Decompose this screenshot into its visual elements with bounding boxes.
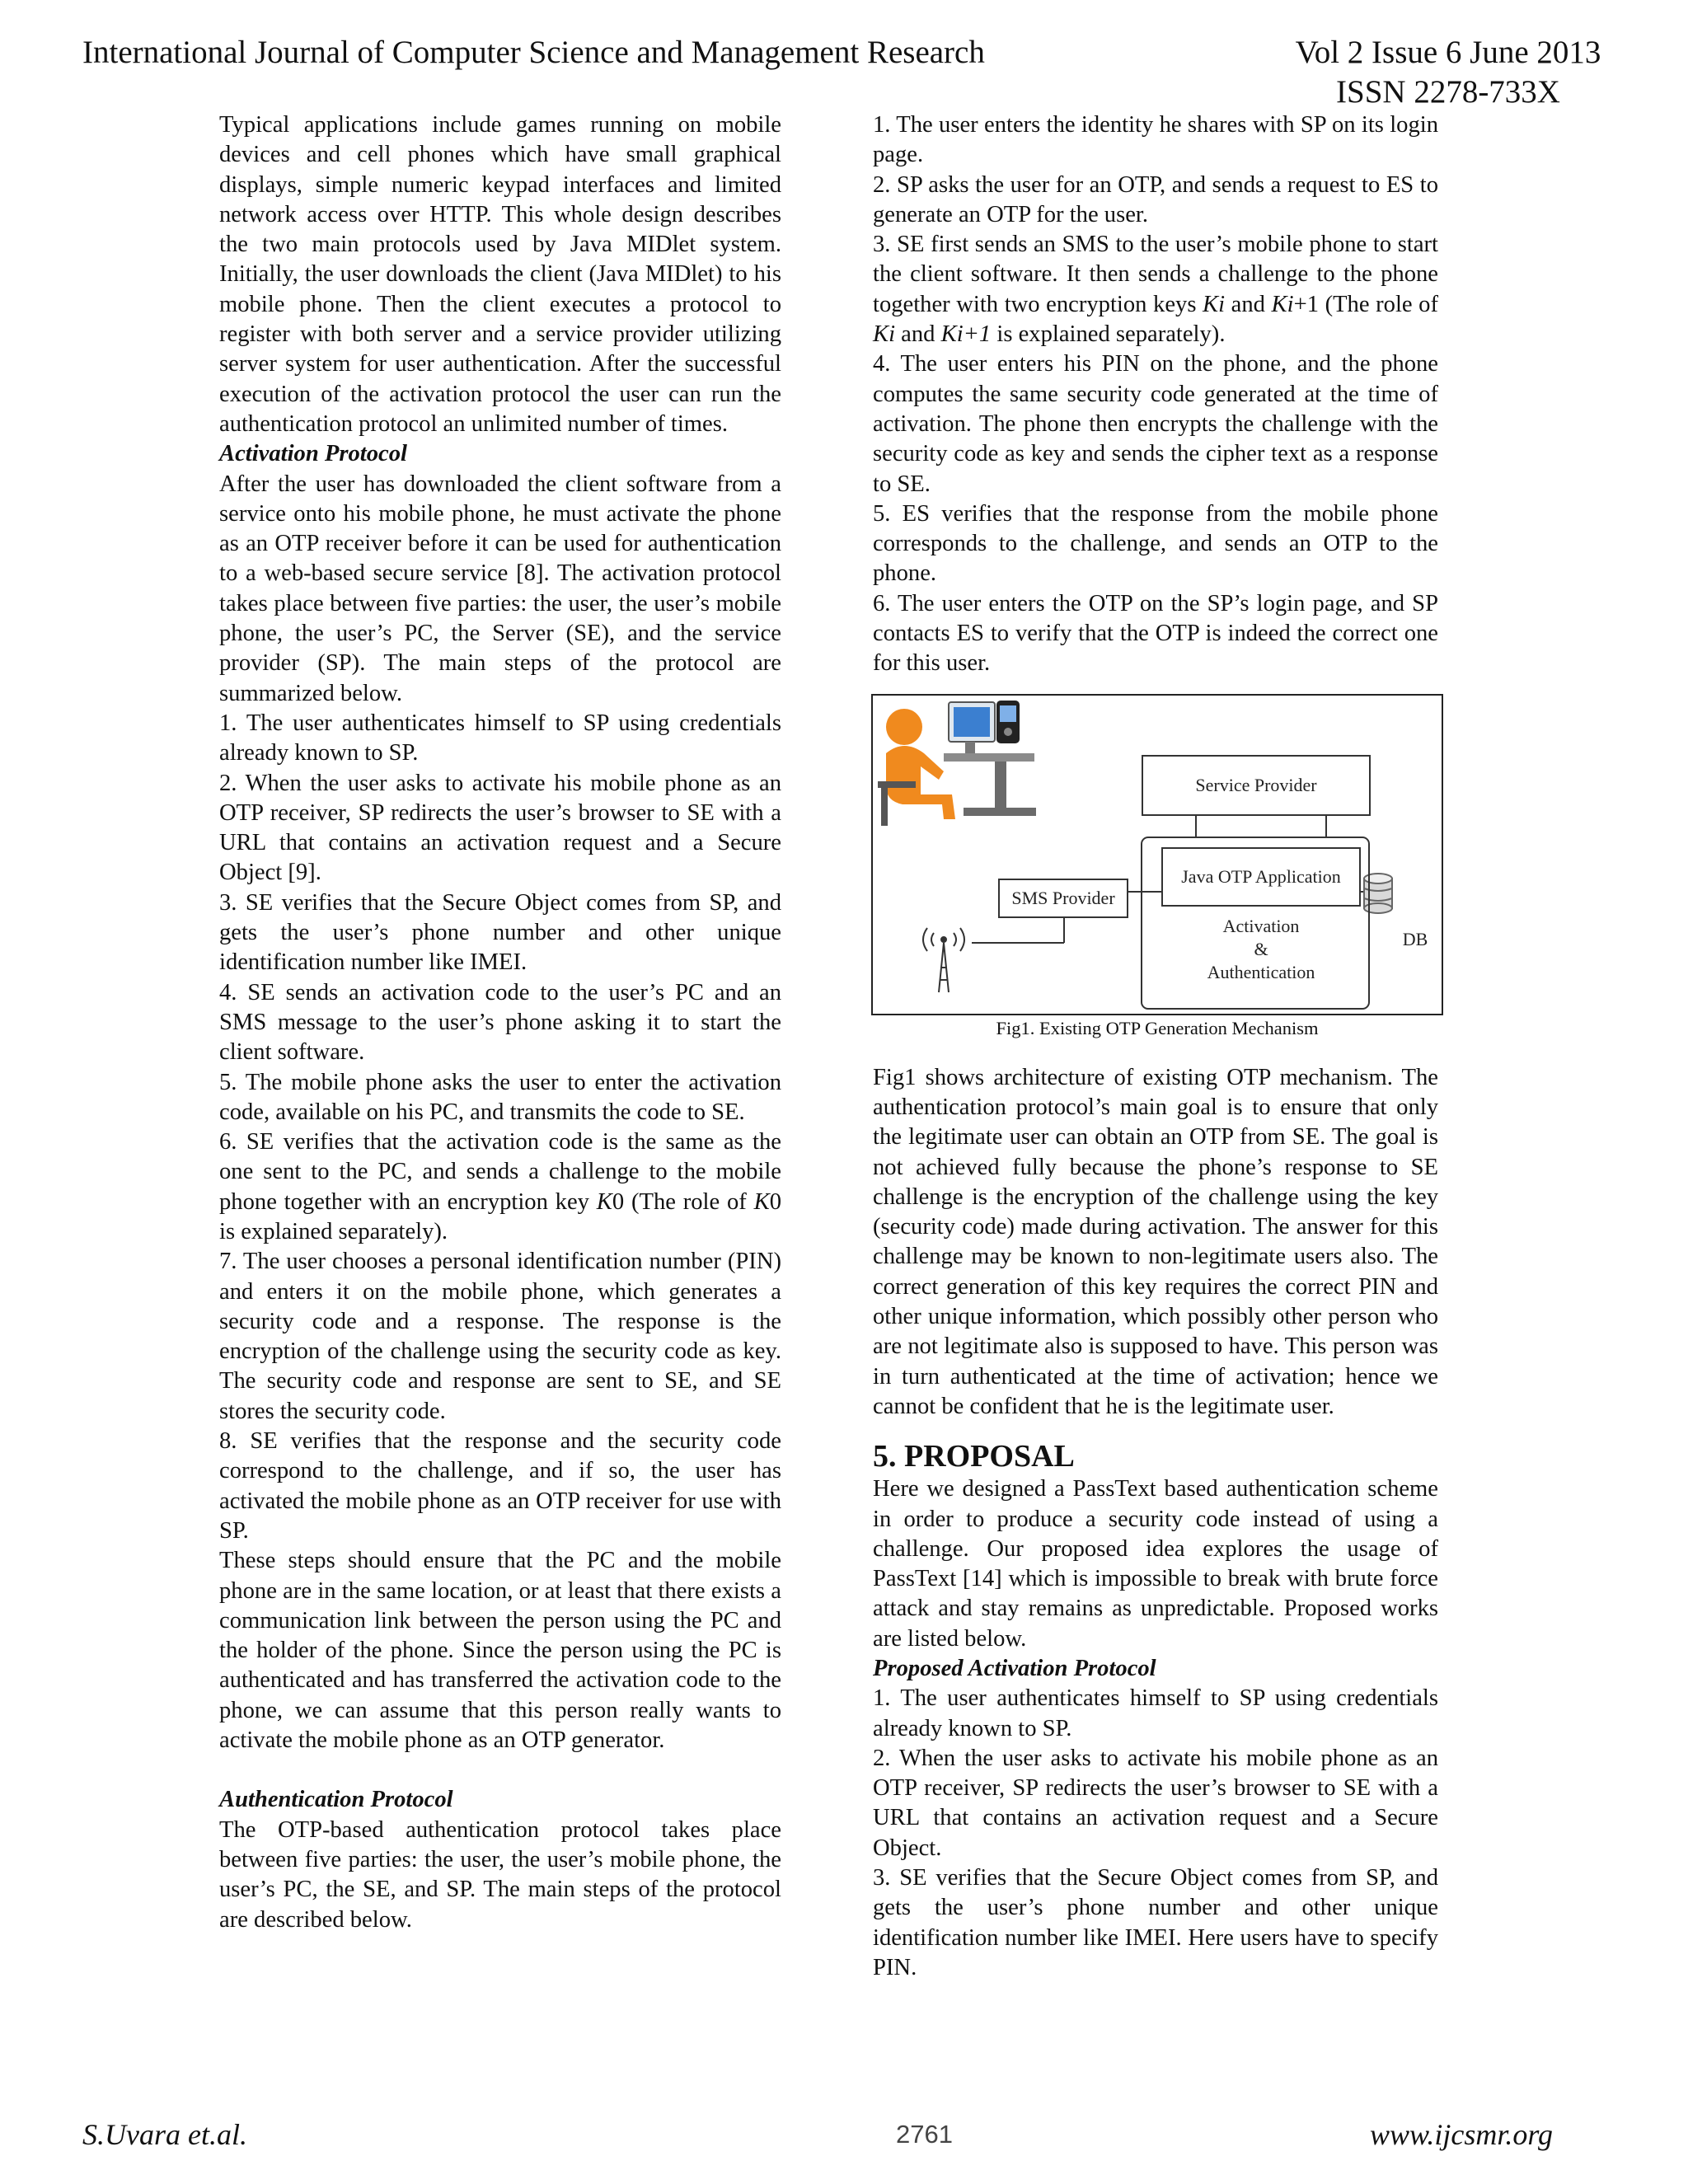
activation-label: Activation (1222, 915, 1300, 936)
step-6-text-a: 6. SE verifies that the activation code is the same as the one sent to the PC, and sends a challenge to the mobile phone together with an encryption key (219, 1129, 781, 1215)
step-3-text-b: and (1225, 291, 1272, 317)
figure-caption: Fig1. Existing OTP Generation Mechanism (996, 1017, 1319, 1038)
proposed-activation-heading: Proposed Activation Protocol (873, 1655, 1156, 1681)
paragraph: After the user has downloaded the client software from a service onto his mobile phone, he must activate the phone as an OTP receiver before it can be used for authentication to a web-based secure service [8]. The activation protocol takes place between five parties: the user, the user’s mobile phone, the user’s PC, the Server (SE), and the service provider (SP). The main steps of the protocol are summarized below. (219, 471, 781, 706)
key-ki-plus-1-symbol: Ki+1 (940, 321, 992, 348)
paragraph: Here we designed a PassText based authentication scheme in order to produce a security code instead of using a challenge. Our proposed idea explores the usage of PassText [14] which is impossible to break with brute force attack and stay remains as unpredictable. Proposed works are listed below. (873, 1476, 1438, 1652)
section-heading-proposal: 5. PROPOSAL (873, 1439, 1075, 1474)
step-6-text-b: 0 (The role of (612, 1188, 754, 1215)
paragraph: The OTP-based authentication protocol takes place between five parties: the user, the user’s mobile phone, the user’s PC, the SE, and SP. The main steps of the protocol are described below. (219, 1816, 781, 1933)
auth-step-2: 2. SP asks the user for an OTP, and sends a request to ES to generate an OTP for the user. (873, 171, 1438, 227)
service-provider-label: Service Provider (1195, 774, 1317, 795)
sms-provider-box (998, 879, 1128, 918)
activation-step-4: 4. SE sends an activation code to the user’s PC and an SMS message to the user’s phone asking it to start the client software. (219, 979, 781, 1066)
otp-architecture-figure (871, 694, 1443, 1015)
java-otp-application-box (1161, 847, 1361, 907)
step-3-text-d: and (895, 321, 941, 348)
step-3-text-e: is explained separately). (991, 321, 1226, 348)
step-6-text-c: 0 is explained separately). (219, 1188, 781, 1244)
activation-step-1: 1. The user authenticates himself to SP using credentials already known to SP. (219, 710, 781, 766)
key-k-symbol: K (753, 1188, 770, 1215)
step-3-text-a: 3. SE first sends an SMS to the user’s mobile phone to start the client software. It then sends a challenge to the phone together with two encryption keys (873, 232, 1438, 317)
proposed-step-1: 1. The user authenticates himself to SP using credentials already known to SP. (873, 1685, 1438, 1741)
auth-step-1: 1. The user enters the identity he shares with SP on its login page. (873, 112, 1438, 168)
auth-step-6: 6. The user enters the OTP on the SP’s login page, and SP contacts ES to verify that the OTP is indeed the correct one for this user. (873, 590, 1438, 677)
volume-issn (1287, 33, 1609, 112)
activation-step-3: 3. SE verifies that the Secure Object comes from SP, and gets the user’s phone number and other unique identification number like IMEI. (219, 889, 781, 976)
authentication-label: Authentication (1207, 961, 1315, 982)
paragraph: These steps should ensure that the PC and the mobile phone are in the same location, or at least that there exists a communication link between the person using the PC and the holder of the phone. Since the person using the PC is authenticated and has transferred the activation code to the phone, we can assume that this person really wants to activate the mobile phone as an OTP generator. (219, 1548, 781, 1754)
antenna-tower-icon (923, 928, 964, 992)
spacer (873, 1422, 1438, 1435)
authentication-protocol-heading: Authentication Protocol (219, 1787, 453, 1813)
mobile-phone-icon (996, 701, 1020, 743)
sms-provider-label: SMS Provider (1011, 887, 1115, 908)
service-provider-box (1142, 755, 1371, 816)
key-ki-symbol: Ki (1271, 291, 1294, 317)
paragraph: Typical applications include games running on mobile devices and cell phones which have small graphical displays, simple numeric keypad interfaces and limited network access over HTTP. This whole design describes the two main protocols used by Java MIDlet system. Initially, the user downloads the client (Java MIDlet) to his mobile phone. Then the client executes a protocol to register with both server and a service provider utilizing server system for user authentication. After the successful execution of the activation protocol the user can run the authentication protocol an unlimited number of times. (219, 112, 781, 437)
activation-step-2: 2. When the user asks to activate his mobile phone as an OTP receiver, SP redirects the user’s browser to SE with a URL that contains an activation request and a Secure Object [9]. (219, 770, 781, 886)
footer-url: www.ijcsmr.org (1370, 2118, 1554, 2151)
proposed-step-2: 2. When the user asks to activate his mobile phone as an OTP receiver, SP redirects the user’s browser to SE with a URL that contains an activation request and a Secure Object. (873, 1745, 1438, 1861)
left-column (219, 110, 781, 1935)
footer-author: S.Uvara et.al. (82, 2118, 247, 2151)
spacer (219, 1755, 781, 1785)
step-3-text-c: +1 (The role of (1293, 291, 1438, 317)
paragraph: Fig1 shows architecture of existing OTP mechanism. The authentication protocol’s main goal is to ensure that only the legitimate user can obtain an OTP from SE. The goal is not achieved fully because the phone’s response to SE challenge is the encryption of the challenge using the key (security code) made during activation. The answer for this challenge may be known to non-legitimate users also. The correct generation of this key requires the correct PIN and other unique information, which possibly other person who are not legitimate also is supposed to have. This person was in turn authenticated at the time of activation; hence we cannot be confident that he is the legitimate user. (873, 1064, 1438, 1419)
key-ki-symbol: Ki (873, 321, 896, 348)
right-column (873, 110, 1438, 1983)
key-ki-symbol: Ki (1203, 291, 1226, 317)
activation-step-7: 7. The user chooses a personal identification number (PIN) and enters it on the mobile phone, which generates a security code and a response. The response is the encryption of the challenge using the security code as key. The security code and response are sent to SE, and SE stores the security code. (219, 1249, 781, 1424)
ampersand-label: & (1254, 938, 1268, 959)
activation-authentication-label (1183, 915, 1339, 984)
issn: ISSN 2278-733X (1336, 74, 1560, 110)
proposed-step-3: 3. SE verifies that the Secure Object comes from SP, and gets the user’s phone number and other unique identification number like IMEI. Here users have to specify PIN. (873, 1865, 1438, 1980)
auth-step-5: 5. ES verifies that the response from the mobile phone corresponds to the challenge, and sends an OTP to the phone. (873, 500, 1438, 587)
volume-info: Vol 2 Issue 6 June 2013 (1295, 35, 1601, 70)
auth-step-4: 4. The user enters his PIN on the phone, and the phone computes the same security code generated at the time of activation. The phone then encrypts the challenge with the security code as key and sends the cipher text as a response to SE. (873, 351, 1438, 497)
page-number: 2761 (896, 2120, 953, 2149)
auth-step-3 (873, 230, 1438, 349)
activation-step-8: 8. SE verifies that the response and the security code correspond to the challenge, and if so, the user has activated the mobile phone as an OTP receiver for use with SP. (219, 1428, 781, 1544)
activation-step-5: 5. The mobile phone asks the user to enter the activation code, available on his PC, and transmits the code to SE. (219, 1069, 781, 1125)
java-otp-application-label: Java OTP Application (1181, 865, 1341, 887)
key-k-symbol: K (596, 1188, 612, 1215)
journal-title: International Journal of Computer Science and Management Research (82, 35, 985, 70)
activation-protocol-heading: Activation Protocol (219, 441, 407, 467)
db-label: DB (1402, 928, 1428, 949)
activation-step-6 (219, 1127, 781, 1247)
